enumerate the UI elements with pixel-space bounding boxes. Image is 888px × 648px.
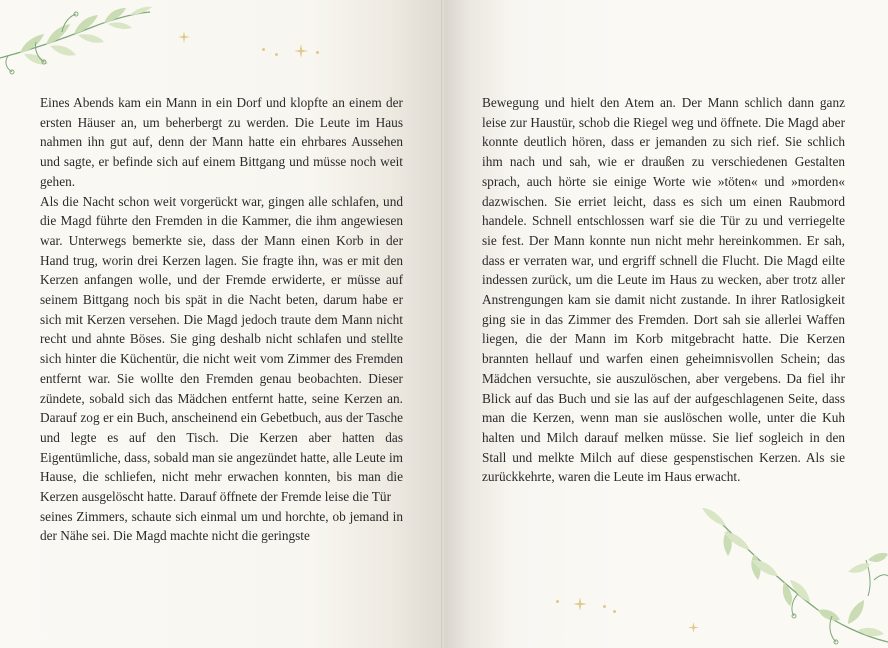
leafy-branch-icon — [698, 500, 888, 648]
paragraph: Eines Abends kam ein Mann in ein Dorf und klopfte an einem der ersten Häuser an, um beherbergt zu werden. Die Leute im Haus nahmen ihn gut auf, denn der Mann hatte ein ehrbares Aussehen und sagte, er befinde sich auf einem Bittgang und müsse noch weit gehen. — [40, 95, 403, 189]
left-page — [0, 0, 443, 648]
sparkle-star-icon — [294, 44, 308, 58]
sparkle-dot — [603, 605, 606, 608]
sparkle-dot — [275, 53, 278, 56]
paragraph: Als die Nacht schon weit vorgerückt war, gingen alle schlafen, und die Magd führte den Fremden in die Kammer, die ihm angewiesen war. Unterwegs bemerkte sie, dass der Mann einen Korb in der Hand trug, worin drei Kerzen lagen. Sie fragte ihn, was er mit den Kerzen anfangen wolle, und der Fremde erwiderte, er müsse auf seinem Bittgang noch bis spät in die Nacht beten, darum habe er sich mit Kerzen versehen. Die Magd jedoch traute dem Mann nicht recht und ahnte Böses. Sie ging deshalb nicht schlafen und stellte sich hinter die Küchentür, die nicht weit vom Zimmer des Fremden entfernt war. Sie wollte den Fremden genau beobachten. Dieser zündete, sobald sich das Mädchen entfernt hatte, seine Kerzen an. Darauf zog er ein Buch, anscheinend ein Gebetbuch, aus der Tasche und legte es auf den Tisch. Die Kerzen aber hatten das Eigentümliche, dass, sobald man sie angezündet hatte, alle Leute im Hause, die schliefen, nicht mehr erwachen konnten, bis man die Kerzen ausgelöscht hatte. Darauf öffnete der Fremde leise die Tür — [40, 193, 403, 505]
sparkle-star-icon — [178, 31, 190, 43]
sparkle-dot — [262, 48, 265, 51]
right-page — [443, 0, 888, 648]
sparkle-dot — [613, 610, 616, 613]
sparkle-dot — [316, 51, 319, 54]
right-page-text — [482, 93, 845, 487]
leafy-branch-icon — [0, 0, 160, 80]
sparkle-dot — [556, 600, 559, 603]
sparkle-star-icon — [688, 622, 699, 633]
paragraph: Bewegung und hielt den Atem an. Der Mann schlich dann ganz leise zur Haustür, schob die Riegel weg und öffnete. Die Magd aber konnte deutlich hören, dass er jemanden zu sich rief. Sie schlich ihm nach und sah, wie er draußen zu verschiedenen Gestalten sprach, auch hörte sie einige Worte wie »töten« und »morden« dazwischen. Sie erriet leicht, dass es sich um einen Raubmord handele. Schnell entschlossen warf sie die Tür zu und verriegelte sie fest. Der Mann konnte nun nicht mehr hereinkommen. Er sah, dass er verraten war, und ergriff schnell die Flucht. Die Magd eilte indessen zurück, um die Leute im Haus zu wecken, aber trotz aller Anstrengungen kam sie damit nicht zustande. In ihrer Ratlosigkeit ging sie in das Zimmer des Fremden. Dort sah sie allerlei Waffen liegen, die der Mann im Korb mitgebracht hatte. Die Kerzen brannten hellauf und warfen einen geheimnisvollen Schein; das Mädchen versuchte, sie auszulöschen, aber vergebens. Da fiel ihr Blick auf das Buch und sie las auf der aufgeschlagenen Seite, dass man die Kerzen, wenn man sie auslöschen wolle, unter die Kuh halten und Milch darauf melken müsse. Sie lief sogleich in den Stall und melkte Milch auf diese gespenstischen Kerzen. Als sie zurückkehrte, waren die Leute im Haus erwacht. — [482, 95, 845, 485]
book-gutter — [441, 0, 444, 648]
left-page-text — [40, 93, 403, 546]
paragraph: seines Zimmers, schaute sich einmal um und horchte, ob jemand in der Nähe sei. Die Magd machte nicht die geringste — [40, 508, 403, 544]
sparkle-star-icon — [573, 597, 587, 611]
